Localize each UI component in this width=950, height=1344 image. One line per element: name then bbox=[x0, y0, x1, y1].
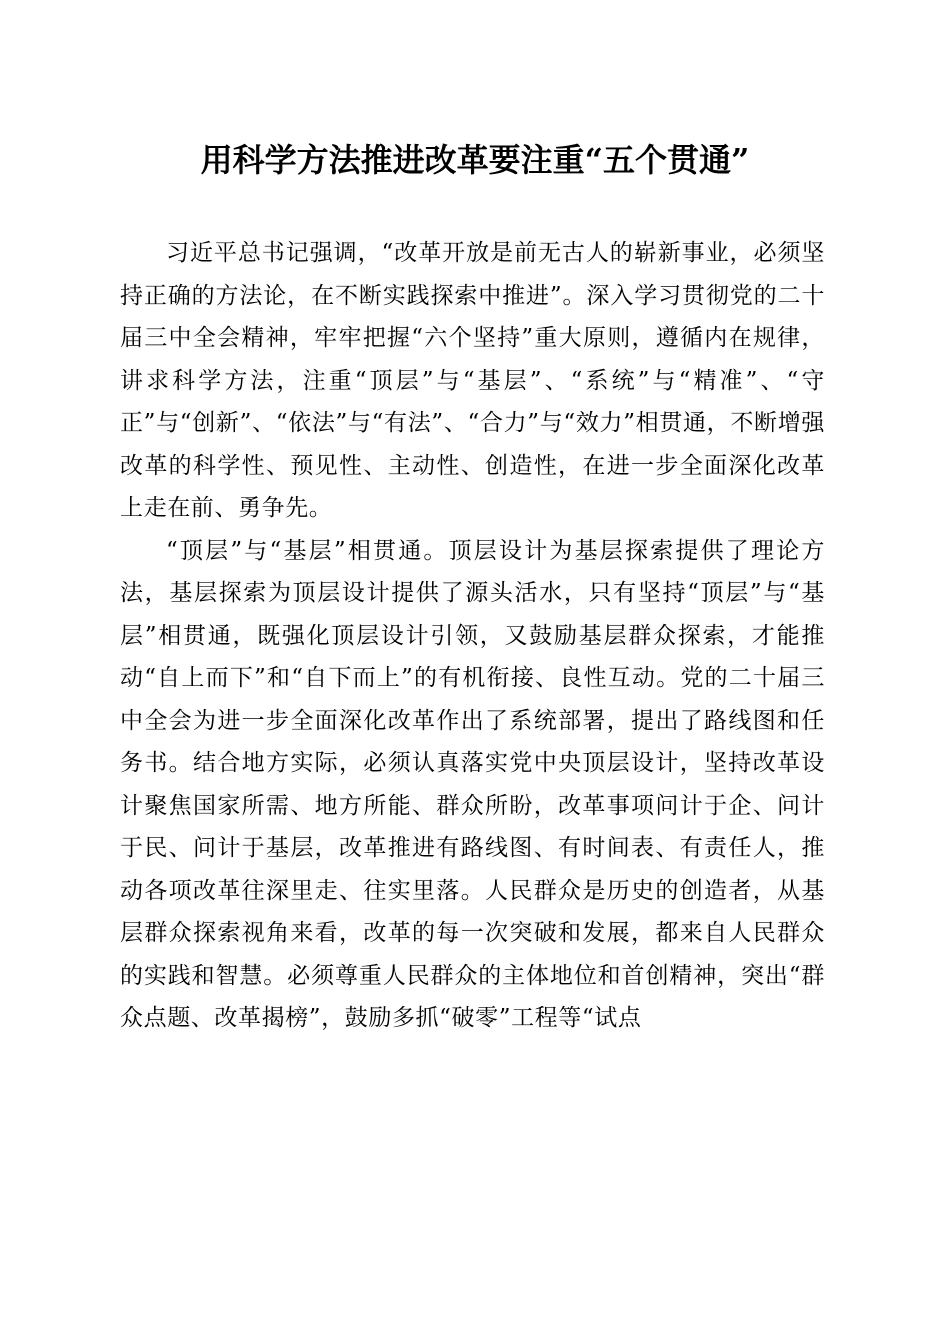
paragraph-intro: 习近平总书记强调，“改革开放是前无古人的崭新事业，必须坚持正确的方法论，在不断实践探索中推进”。深入学习贯彻党的二十届三中全会精神，牢牢把握“六个坚持”重大原则，遵循内在规律，讲求科学方法，注重“顶层”与“基层”、“系统”与“精准”、“守正”与“创新”、“依法”与“有法”、“合力”与“效力”相贯通，不断增强改革的科学性、预见性、主动性、创造性，在进一步全面深化改革上走在前、勇争先。 bbox=[120, 240, 825, 521]
page-title: 用科学方法推进改革要注重“五个贯通” bbox=[200, 141, 750, 179]
article-body bbox=[120, 232, 825, 1040]
paragraph-top-and-grassroots: “顶层”与“基层”相贯通。顶层设计为基层探索提供了理论方法，基层探索为顶层设计提供了源头活水，只有坚持“顶层”与“基层”相贯通，既强化顶层设计引领，又鼓励基层群众探索，才能推动“自上而下”和“自下而上”的有机衔接、良性互动。党的二十届三中全会为进一步全面深化改革作出了系统部署，提出了路线图和任务书。结合地方实际，必须认真落实党中央顶层设计，坚持改革设计聚焦国家所需、地方所能、群众所盼，改革事项问计于企、问计于民、问计于基层，改革推进有路线图、有时间表、有责任人，推动各项改革往深里走、往实里落。人民群众是历史的创造者，从基层群众探索视角来看，改革的每一次突破和发展，都来自人民群众的实践和智慧。必须尊重人民群众的主体地位和首创精神，突出“群众点题、改革揭榜”，鼓励多抓“破零”工程等“试点 bbox=[120, 537, 825, 1031]
